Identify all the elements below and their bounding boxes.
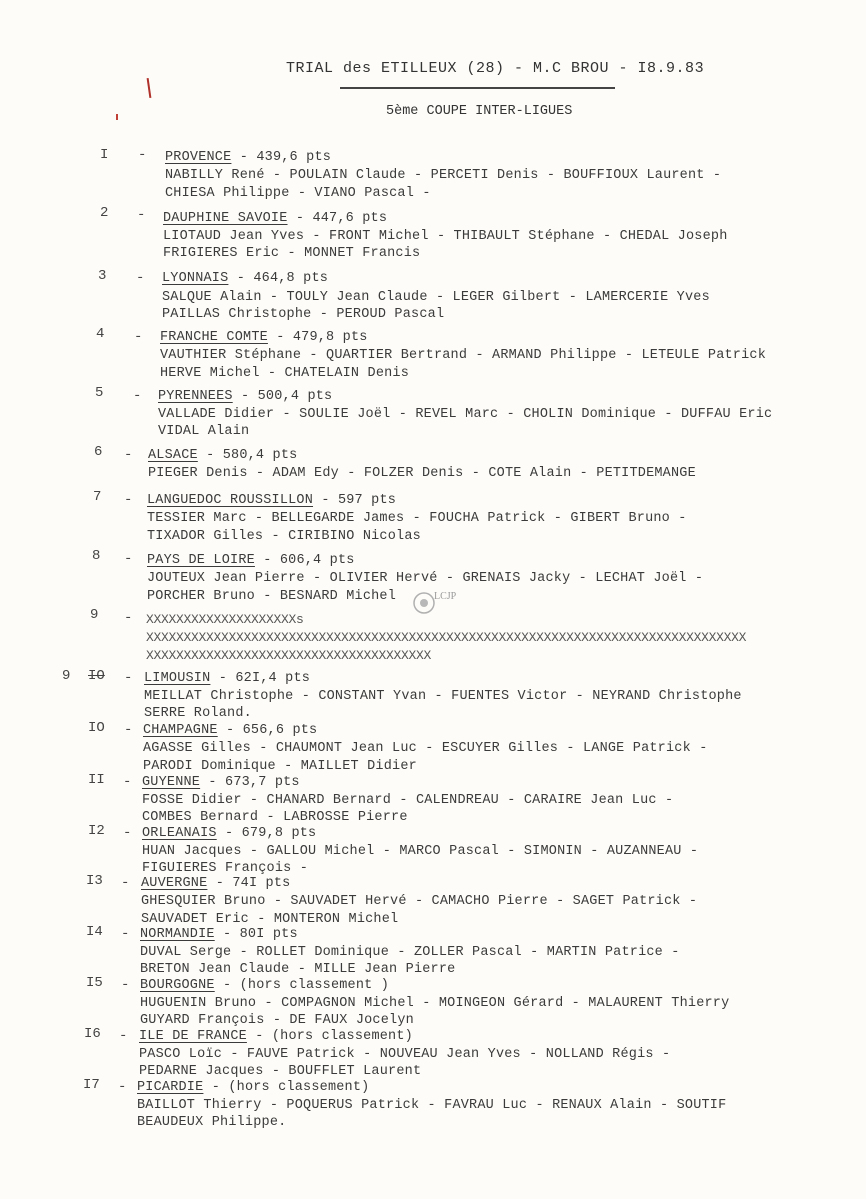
team-members-line: JOUTEUX Jean Pierre - OLIVIER Hervé - GRENAIS Jacky - LECHAT Joël - <box>147 571 704 586</box>
team-members-line: HUAN Jacques - GALLOU Michel - MARCO Pascal - SIMONIN - AUZANNEAU - <box>142 844 699 859</box>
entry-heading <box>147 553 355 568</box>
entry-heading <box>162 271 328 286</box>
rank-dash: - <box>124 492 133 508</box>
rank-dash: - <box>119 1028 128 1044</box>
team-members-line: PIEGER Denis - ADAM Edy - FOLZER Denis - COTE Alain - PETITDEMANGE <box>148 466 696 481</box>
entry-heading <box>140 978 389 993</box>
region-score: - 606,4 pts <box>263 553 355 568</box>
entry-heading <box>158 389 332 404</box>
entry-heading <box>142 775 300 790</box>
rank-number: I4 <box>86 924 103 940</box>
region-score: - 74I pts <box>215 876 291 891</box>
team-members-line: PAILLAS Christophe - PEROUD Pascal <box>162 307 445 322</box>
team-members-line: SALQUE Alain - TOULY Jean Claude - LEGER Gilbert - LAMERCERIE Yves <box>162 290 710 305</box>
rank-number: IO <box>88 668 105 684</box>
rank-number: 4 <box>96 326 105 342</box>
corrected-rank-number: 9 <box>62 668 71 684</box>
region-score: - 679,8 pts <box>225 826 317 841</box>
rank-number: I <box>100 147 109 163</box>
rank-number: 6 <box>94 444 103 460</box>
team-members-line: VAUTHIER Stéphane - QUARTIER Bertrand - ARMAND Philippe - LETEULE Patrick <box>160 348 766 363</box>
team-members-line: BRETON Jean Claude - MILLE Jean Pierre <box>140 962 456 977</box>
team-members-line: SERRE Roland. <box>144 706 252 721</box>
rank-dash: - <box>133 388 142 404</box>
entry-heading <box>148 448 297 463</box>
region-name: PAYS DE LOIRE <box>147 553 255 568</box>
stamp-text: LCJP <box>434 591 457 602</box>
region-name: PICARDIE <box>137 1080 204 1095</box>
entry-heading <box>160 330 368 345</box>
region-score: - 439,6 pts <box>239 150 332 165</box>
team-members-line: NABILLY René - POULAIN Claude - PERCETI Denis - BOUFFIOUX Laurent - <box>165 168 722 183</box>
title-underline <box>340 87 615 89</box>
region-name: GUYENNE <box>142 775 201 790</box>
region-name: LANGUEDOC ROUSSILLON <box>147 493 314 508</box>
entry-heading <box>141 876 290 891</box>
team-members-line: BAILLOT Thierry - POQUERUS Patrick - FAVRAU Luc - RENAUX Alain - SOUTIF <box>137 1098 727 1113</box>
team-members-line: DUVAL Serge - ROLLET Dominique - ZOLLER Pascal - MARTIN Patrice - <box>140 945 680 960</box>
rank-number: 2 <box>100 205 109 221</box>
rank-number: I7 <box>83 1077 100 1093</box>
region-name: BOURGOGNE <box>140 978 215 993</box>
rank-number: 7 <box>93 489 102 505</box>
entry-heading <box>143 723 317 738</box>
struck-line: XXXXXXXXXXXXXXXXXXXXXXXXXXXXXXXXXXXXXXXXXXXXXXXXXXXXXXXXXXXXXXXXXXXXXXXXXXXXXXXX <box>146 630 747 645</box>
region-name: FRANCHE COMTE <box>160 330 268 345</box>
region-status: - (hors classement) <box>255 1029 413 1044</box>
entry-heading <box>137 1080 369 1095</box>
team-members-line: LIOTAUD Jean Yves - FRONT Michel - THIBAULT Stéphane - CHEDAL Joseph <box>163 229 728 244</box>
rank-dash: - <box>118 1079 127 1095</box>
rank-dash: - <box>123 825 132 841</box>
entry-heading <box>144 671 310 686</box>
team-members-line: TESSIER Marc - BELLEGARDE James - FOUCHA Patrick - GIBERT Bruno - <box>147 511 687 526</box>
team-members-line: COMBES Bernard - LABROSSE Pierre <box>142 810 408 825</box>
region-name: ILE DE FRANCE <box>139 1029 247 1044</box>
rank-dash: - <box>121 977 130 993</box>
region-score: - 464,8 pts <box>236 271 329 286</box>
team-members-line: MEILLAT Christophe - CONSTANT Yvan - FUENTES Victor - NEYRAND Christophe <box>144 689 742 704</box>
team-members-line: HUGUENIN Bruno - COMPAGNON Michel - MOINGEON Gérard - MALAURENT Thierry <box>140 996 730 1011</box>
team-members-line: FOSSE Didier - CHANARD Bernard - CALENDREAU - CARAIRE Jean Luc - <box>142 793 674 808</box>
entry-heading <box>165 150 331 165</box>
rank-dash: - <box>123 774 132 790</box>
rank-dash: - <box>136 270 145 286</box>
struck-rank-number: 9 <box>90 607 99 623</box>
struck-line: XXXXXXXXXXXXXXXXXXXXXXXXXXXXXXXXXXXXXX <box>146 648 432 663</box>
region-score: - 62I,4 pts <box>218 671 311 686</box>
region-score: - 500,4 pts <box>241 389 333 404</box>
region-name: ALSACE <box>148 448 198 463</box>
region-score: - 580,4 pts <box>206 448 298 463</box>
team-members-line: SAUVADET Eric - MONTERON Michel <box>141 912 399 927</box>
team-members-line: TIXADOR Gilles - CIRIBINO Nicolas <box>147 529 421 544</box>
region-name: LIMOUSIN <box>144 671 211 686</box>
rank-dash: - <box>124 447 133 463</box>
region-name: NORMANDIE <box>140 927 215 942</box>
entry-heading <box>140 927 298 942</box>
rank-number: I5 <box>86 975 103 991</box>
team-members-line: PEDARNE Jacques - BOUFFLET Laurent <box>139 1064 422 1079</box>
rank-dash: - <box>121 926 130 942</box>
region-name: AUVERGNE <box>141 876 208 891</box>
region-name: ORLEANAIS <box>142 826 217 841</box>
rank-number: II <box>88 772 105 788</box>
rank-dash: - <box>134 329 143 345</box>
rank-number: 3 <box>98 268 107 284</box>
team-members-line: FIGUIERES François - <box>142 861 309 876</box>
struck-line: XXXXXXXXXXXXXXXXXXXXs <box>146 612 304 627</box>
rank-number: I6 <box>84 1026 101 1042</box>
region-score: - 447,6 pts <box>295 211 388 226</box>
rank-dash: - <box>124 722 133 738</box>
rank-dash: - <box>124 610 133 626</box>
team-members-line: GHESQUIER Bruno - SAUVADET Hervé - CAMACHO Pierre - SAGET Patrick - <box>141 894 698 909</box>
document-subtitle: 5ème COUPE INTER-LIGUES <box>386 104 573 119</box>
team-members-line: HERVE Michel - CHATELAIN Denis <box>160 366 410 381</box>
document-title: TRIAL des ETILLEUX (28) - M.C BROU - I8.9.83 <box>286 60 705 77</box>
team-members-line: CHIESA Philippe - VIANO Pascal - <box>165 186 431 201</box>
rank-dash: - <box>124 670 133 686</box>
rank-dash: - <box>138 147 147 163</box>
region-score: - 673,7 pts <box>208 775 300 790</box>
rank-dash: - <box>124 551 133 567</box>
rank-number: I3 <box>86 873 103 889</box>
red-pen-dot <box>116 114 118 120</box>
region-name: LYONNAIS <box>162 271 229 286</box>
region-status: - (hors classement ) <box>223 978 390 993</box>
rank-dash: - <box>137 207 146 223</box>
region-score: - 80I pts <box>223 927 298 942</box>
region-name: PYRENNEES <box>158 389 233 404</box>
rank-number: 8 <box>92 548 101 564</box>
entry-heading <box>142 826 316 841</box>
region-name: CHAMPAGNE <box>143 723 218 738</box>
rank-dash: - <box>121 875 130 891</box>
region-score: - 656,6 pts <box>226 723 318 738</box>
team-members-line: VIDAL Alain <box>158 424 250 439</box>
region-score: - 597 pts <box>321 493 397 508</box>
region-name: PROVENCE <box>165 150 232 165</box>
library-stamp <box>410 588 456 618</box>
team-members-line: BEAUDEUX Philippe. <box>137 1115 287 1130</box>
team-members-line: PARODI Dominique - MAILLET Didier <box>143 759 417 774</box>
team-members-line: AGASSE Gilles - CHAUMONT Jean Luc - ESCUYER Gilles - LANGE Patrick - <box>143 741 708 756</box>
rank-number: IO <box>88 720 105 736</box>
team-members-line: GUYARD François - DE FAUX Jocelyn <box>140 1013 414 1028</box>
rank-number: I2 <box>88 823 105 839</box>
team-members-line: PORCHER Bruno - BESNARD Michel <box>147 589 397 604</box>
entry-heading <box>147 493 396 508</box>
team-members-line: FRIGIERES Eric - MONNET Francis <box>163 246 421 261</box>
entry-heading <box>139 1029 413 1044</box>
red-pen-mark <box>147 78 152 98</box>
entry-heading <box>163 211 387 226</box>
team-members-line: VALLADE Didier - SOULIE Joël - REVEL Marc - CHOLIN Dominique - DUFFAU Eric <box>158 407 773 422</box>
region-name: DAUPHINE SAVOIE <box>163 211 288 226</box>
rank-number: 5 <box>95 385 104 401</box>
region-status: - (hors classement) <box>211 1080 370 1095</box>
region-score: - 479,8 pts <box>276 330 368 345</box>
team-members-line: PASCO Loïc - FAUVE Patrick - NOUVEAU Jean Yves - NOLLAND Régis - <box>139 1047 671 1062</box>
